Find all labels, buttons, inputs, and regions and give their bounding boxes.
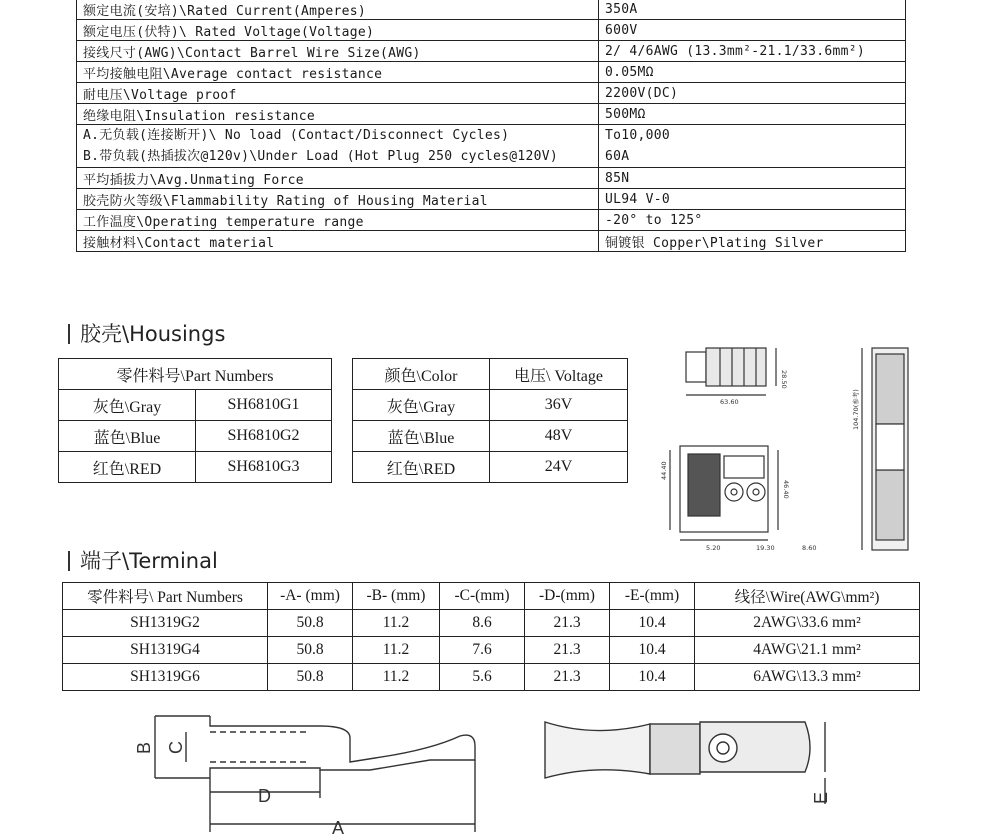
svg-text:E: E — [811, 791, 831, 804]
spec-row: 工作温度\Operating temperature range -20° to 125° — [77, 210, 906, 231]
svg-text:B: B — [134, 741, 154, 754]
spec-row: 接线尺寸(AWG)\Contact Barrel Wire Size(AWG) 2/ 4/6AWG (13.3mm²-21.1/33.6mm²) — [77, 41, 906, 62]
spec-row: 平均插拔力\Avg.Unmating Force 85N — [77, 168, 906, 189]
terminal-top-drawing — [525, 708, 845, 836]
spec-row: 接触材料\Contact material 铜镀银 Copper\Plating Silver — [77, 231, 906, 252]
table-row: 蓝色\Blue 48V — [353, 421, 628, 452]
table-header: 零件料号\Part Numbers — [59, 359, 332, 390]
spec-row: 绝缘电阻\Insulation resistance 500MΩ — [77, 104, 906, 125]
table-row: SH1319G6 50.8 11.2 5.6 21.3 10.4 6AWG\13.3 mm² — [63, 664, 920, 691]
terminal-side-drawing — [130, 708, 490, 836]
svg-text:46.40: 46.40 — [782, 480, 790, 499]
title-bar — [68, 551, 70, 571]
terminal-table — [62, 582, 920, 691]
table-row: SH1319G2 50.8 11.2 8.6 21.3 10.4 2AWG\33.6 mm² — [63, 610, 920, 637]
svg-text:A: A — [332, 818, 345, 836]
spec-table — [76, 0, 906, 252]
spec-row: 耐电压\Voltage proof 2200V(DC) — [77, 83, 906, 104]
table-row: 灰色\Gray 36V — [353, 390, 628, 421]
table-row: 红色\RED SH6810G3 — [59, 452, 332, 483]
housing-parts-table — [58, 358, 332, 483]
table-row: 蓝色\Blue SH6810G2 — [59, 421, 332, 452]
svg-text:44.40: 44.40 — [660, 461, 668, 480]
svg-text:104.70(参考): 104.70(参考) — [852, 389, 860, 430]
spec-row: A.无负载(连接断开)\ No load (Contact/Disconnect Cycles) B.带负载(热插拔次@120v)\Under Load (Hot Plug 250 cycles@120V) To10,000 60A — [77, 125, 906, 168]
housing-voltage-table — [352, 358, 628, 483]
svg-text:19.30: 19.30 — [756, 544, 775, 552]
svg-text:5.20: 5.20 — [706, 544, 721, 552]
table-header: 零件料号\ Part Numbers -A- (mm) -B- (mm) -C-(mm) -D-(mm) -E-(mm) 线径\Wire(AWG\mm²) — [63, 583, 920, 610]
spec-row: 平均接触电阻\Average contact resistance 0.05MΩ — [77, 62, 906, 83]
svg-text:8.60: 8.60 — [802, 544, 817, 552]
spec-row: 胶壳防火等级\Flammability Rating of Housing Material UL94 V-0 — [77, 189, 906, 210]
table-row: 红色\RED 24V — [353, 452, 628, 483]
terminal-title: 端子\Terminal — [68, 545, 218, 575]
table-header: 颜色\Color 电压\ Voltage — [353, 359, 628, 390]
table-row: 灰色\Gray SH6810G1 — [59, 390, 332, 421]
title-bar — [68, 324, 70, 344]
housing-drawing — [660, 340, 910, 555]
svg-text:63.60: 63.60 — [720, 398, 739, 406]
svg-text:D: D — [258, 786, 271, 806]
spec-row: 额定电压(伏特)\ Rated Voltage(Voltage) 600V — [77, 20, 906, 41]
spec-row: 额定电流(安培)\Rated Current(Amperes) 350A — [77, 0, 906, 20]
table-row: SH1319G4 50.8 11.2 7.6 21.3 10.4 4AWG\21.1 mm² — [63, 637, 920, 664]
svg-text:C: C — [166, 741, 186, 754]
svg-text:28.50: 28.50 — [780, 370, 788, 389]
housings-title: 胶壳\Housings — [68, 318, 225, 348]
